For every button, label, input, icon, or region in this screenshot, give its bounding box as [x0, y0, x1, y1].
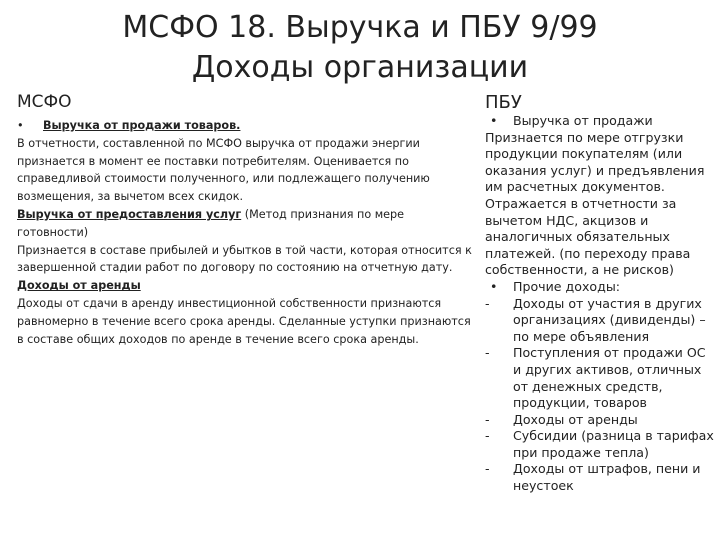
slide-title-line-2: Доходы организации	[191, 50, 529, 85]
pbu-other-item-text: Доходы от штрафов, пени и неустоек	[513, 461, 701, 494]
ifrs-column-heading: МСФО	[17, 92, 72, 112]
dash-marker: -	[485, 428, 490, 444]
bullet-marker: •	[490, 113, 498, 128]
pbu-other-item	[485, 428, 715, 461]
ifrs-services-heading: Выручка от предоставления услуг	[17, 207, 242, 221]
pbu-column-heading: ПБУ	[485, 92, 522, 113]
pbu-other-heading: Прочие доходы:	[513, 278, 621, 294]
bullet-marker: •	[490, 278, 498, 294]
pbu-other-item-text: Доходы от участия в других организациях (дивиденды) – по мере объявления	[513, 295, 706, 344]
pbu-column	[485, 113, 715, 495]
ifrs-sales-text: В отчетности, составленной по МСФО выручка от продажи энергии признается в момент ее поставки потребителям. Оценивается по справедливой стоимости полученного, или подлежащего получению возмещения, за вычетом всех скидок.	[17, 136, 430, 204]
ifrs-rent-text: Доходы от сдачи в аренду инвестиционной собственности признаются равномерно в течение всего срока аренды. Сделанные уступки признаются в составе общих доходов по аренде в течение всего срока аренды.	[17, 296, 471, 346]
dash-marker: -	[485, 345, 490, 361]
pbu-sales-text: Признается по мере отгрузки продукции покупателям (или оказания услуг) и предъявления им расчетных документов. Отражается в отчетности за вычетом НДС, акцизов и аналогичных обязательных платежей. (по переходу права собственности, а не рисков)	[485, 129, 705, 278]
pbu-other-item	[485, 296, 715, 346]
pbu-other-item	[485, 412, 715, 429]
bullet-marker: •	[17, 119, 24, 132]
slide-title-line-1: МСФО 18. Выручка и ПБУ 9/99	[122, 10, 598, 45]
dash-marker: -	[485, 461, 490, 477]
pbu-other-item	[485, 345, 715, 411]
dash-marker: -	[485, 295, 490, 311]
slide-title	[0, 8, 720, 88]
ifrs-services-method: (Метод признания по мере готовности)	[17, 207, 405, 239]
pbu-sales-heading: Выручка от продажи	[513, 113, 653, 128]
pbu-other-item-text: Доходы от аренды	[513, 411, 638, 427]
ifrs-rent-heading: Доходы от аренды	[17, 279, 141, 293]
pbu-other-bullet	[485, 279, 715, 296]
ifrs-services-line	[17, 206, 472, 242]
ifrs-services-text: Признается в составе прибылей и убытков в той части, которая относится к завершенной стадии работ по договору по состоянию на отчетную дату.	[17, 243, 472, 275]
pbu-other-item-text: Субсидии (разница в тарифах при продаже тепла)	[513, 428, 714, 460]
dash-marker: -	[485, 411, 490, 427]
ifrs-sales-bullet	[17, 117, 472, 135]
pbu-other-item	[485, 461, 715, 494]
ifrs-column	[17, 117, 472, 348]
pbu-other-item-text: Поступления от продажи ОС и других активов, отличных от денежных средств, продукции, товаров	[513, 345, 706, 411]
pbu-sales-bullet	[485, 113, 715, 130]
ifrs-sales-heading: Выручка от продажи товаров.	[43, 119, 241, 132]
